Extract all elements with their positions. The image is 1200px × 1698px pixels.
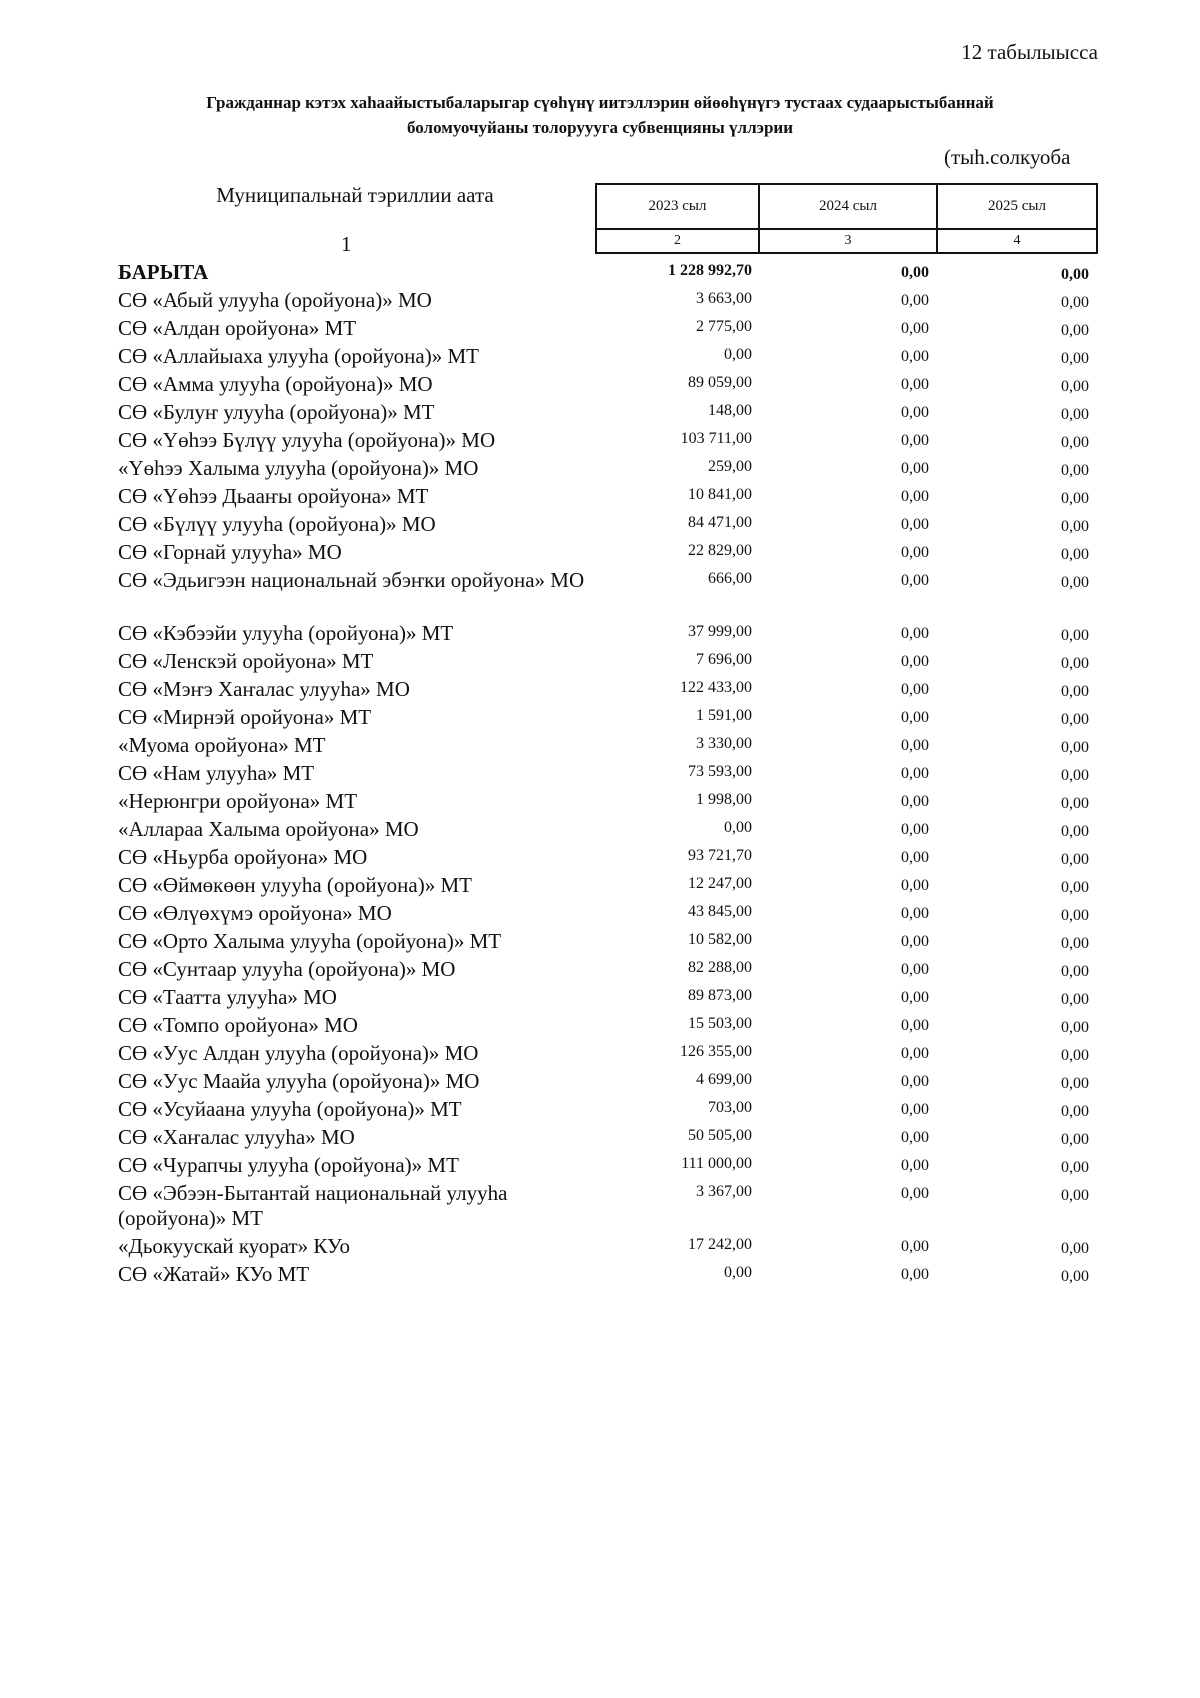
municipality-name: СӨ «Булуҥ улууһа (оройуона)» МТ [118,400,435,424]
value-2025: 0,00 [1061,795,1089,812]
value-2024: 0,00 [901,572,929,589]
municipality-name: СӨ «Ньурба оройуона» МО [118,845,368,869]
value-2025: 0,00 [1061,767,1089,784]
municipality-name: СӨ «Амма улууһа (оройуона)» МО [118,372,433,396]
value-2025: 0,00 [1061,963,1089,980]
table-row [0,677,1200,705]
value-2023: 4 699,00 [696,1071,752,1088]
municipality-name: СӨ «Бүлүү улууһа (оройуона)» МО [118,512,436,536]
title-line-1: Гражданнар кэтэх хаһаайыстыбаларыгар сүөһүнү иитэллэрин өйөөһүнүгэ тустаах судаарыстыбаннай [206,93,994,112]
municipality-name: СӨ «Мэҥэ Хаҥалас улууһа» МО [118,677,410,701]
value-2024: 0,00 [901,1101,929,1118]
table-row [0,1041,1200,1069]
table-row [0,873,1200,901]
municipality-name: СӨ «Ленскэй оройуона» МТ [118,649,374,673]
table-row [0,929,1200,957]
value-2025: 0,00 [1061,683,1089,700]
municipality-name: «Аллараа Халыма оройуона» МО [118,817,419,841]
value-2025: 0,00 [1061,1075,1089,1092]
value-2023: 1 591,00 [696,707,752,724]
value-2023: 15 503,00 [688,1015,752,1032]
value-2023: 148,00 [708,402,752,419]
value-2025: 0,00 [1061,378,1089,395]
municipality-name: СӨ «Сунтаар улууһа (оройуона)» МО [118,957,456,981]
municipality-name: СӨ «Уус Алдан улууһа (оройуона)» МО [118,1041,479,1065]
value-2025: 0,00 [1061,574,1089,591]
value-2023: 3 367,00 [696,1183,752,1200]
value-2025: 0,00 [1061,322,1089,339]
value-2023: 10 582,00 [688,931,752,948]
value-2023: 93 721,70 [688,847,752,864]
table-row [0,1181,1200,1234]
municipality-name: СӨ «Томпо оройуона» МО [118,1013,358,1037]
municipality-name: СӨ «Үөһээ Бүлүү улууһа (оройуона)» МО [118,428,496,452]
value-2025: 0,00 [1061,823,1089,840]
table-row [0,621,1200,649]
value-2023: 7 696,00 [696,651,752,668]
municipality-name: СӨ «Мирнэй оройуона» МТ [118,705,372,729]
title-line-2: боломуочуйаны толоруууга субвенцияны үллэрии [406,118,793,137]
value-2025: 0,00 [1061,1047,1089,1064]
value-2024: 0,00 [901,1238,929,1255]
value-2023: 111 000,00 [681,1155,752,1172]
municipality-name: «Дьокуускай куорат» КУо [118,1234,350,1258]
municipality-name: СӨ «Чурапчы улууһа (оройуона)» МТ [118,1153,459,1177]
municipality-name: СӨ «Нам улууһа» МТ [118,761,315,785]
value-2023: 0,00 [724,1264,752,1281]
total-2025: 0,00 [1061,266,1089,283]
value-2023: 3 330,00 [696,735,752,752]
table-body [0,260,1200,1290]
municipality-name: СӨ «Жатай» КУо МТ [118,1262,310,1286]
municipality-name: СӨ «Усуйаана улууһа (оройуона)» МТ [118,1097,462,1121]
value-2024: 0,00 [901,793,929,810]
municipality-name: СӨ «Өлүөхүмэ оройуона» МО [118,901,392,925]
value-2025: 0,00 [1061,350,1089,367]
table-row [0,733,1200,761]
table-row [0,957,1200,985]
value-2024: 0,00 [901,765,929,782]
value-2023: 50 505,00 [688,1127,752,1144]
municipality-name: «Үөһээ Халыма улууһа (оройуона)» МО [118,456,479,480]
value-2025: 0,00 [1061,1159,1089,1176]
value-2023: 22 829,00 [688,542,752,559]
municipality-name: СӨ «Өймөкөөн улууһа (оройуона)» МТ [118,873,472,897]
column-number-2: 2 [596,229,759,253]
value-2024: 0,00 [901,737,929,754]
table-row [0,649,1200,677]
value-2023: 0,00 [724,819,752,836]
value-2023: 1 998,00 [696,791,752,808]
table-row [0,288,1200,316]
table-row [0,400,1200,428]
value-2024: 0,00 [901,1129,929,1146]
value-2025: 0,00 [1061,546,1089,563]
value-2025: 0,00 [1061,462,1089,479]
value-2024: 0,00 [901,821,929,838]
value-2024: 0,00 [901,653,929,670]
value-2023: 3 663,00 [696,290,752,307]
value-2023: 2 775,00 [696,318,752,335]
value-2025: 0,00 [1061,518,1089,535]
value-2023: 12 247,00 [688,875,752,892]
table-row [0,344,1200,372]
table-row [0,1013,1200,1041]
value-2025: 0,00 [1061,1187,1089,1204]
municipality-name: СӨ «Аллайыаха улууһа (оройуона)» МТ [118,344,479,368]
municipality-name: СӨ «Эдьигээн национальнай эбэҥки оройуона» МО [118,568,585,592]
municipality-name: СӨ «Хаҥалас улууһа» МО [118,1125,355,1149]
municipality-name: СӨ «Таатта улууһа» МО [118,985,337,1009]
value-2023: 82 288,00 [688,959,752,976]
value-2024: 0,00 [901,404,929,421]
value-2024: 0,00 [901,348,929,365]
value-2024: 0,00 [901,1045,929,1062]
value-2024: 0,00 [901,625,929,642]
table-row [0,705,1200,733]
municipality-name: «Муома оройуона» МТ [118,733,326,757]
value-2025: 0,00 [1061,907,1089,924]
year-header-2025: 2025 сыл [937,184,1097,229]
table-row [0,761,1200,789]
value-2024: 0,00 [901,376,929,393]
value-2023: 17 242,00 [688,1236,752,1253]
value-2024: 0,00 [901,961,929,978]
total-label: БАРЫТА [118,260,209,284]
value-2025: 0,00 [1061,490,1089,507]
value-2024: 0,00 [901,516,929,533]
table-row [0,985,1200,1013]
value-2025: 0,00 [1061,406,1089,423]
value-2025: 0,00 [1061,1103,1089,1120]
table-row [0,789,1200,817]
table-row [0,316,1200,344]
value-2025: 0,00 [1061,879,1089,896]
value-2024: 0,00 [901,488,929,505]
value-2025: 0,00 [1061,434,1089,451]
table-row [0,540,1200,568]
value-2024: 0,00 [901,877,929,894]
value-2023: 103 711,00 [680,430,752,447]
value-2025: 0,00 [1061,851,1089,868]
total-row [0,260,1200,288]
appendix-label: 12 табылыысса [961,40,1098,64]
column-number-1: 1 [341,232,352,256]
value-2023: 703,00 [708,1099,752,1116]
year-header-table [595,183,1098,254]
value-2023: 666,00 [708,570,752,587]
table-row [0,428,1200,456]
table-row [0,372,1200,400]
value-2023: 122 433,00 [680,679,752,696]
total-2024: 0,00 [901,264,929,281]
value-2024: 0,00 [901,1185,929,1202]
column-number-3: 3 [759,229,937,253]
value-2023: 73 593,00 [688,763,752,780]
total-2023: 1 228 992,70 [668,262,752,279]
municipality-name: «Нерюнгри оройуона» МТ [118,789,358,813]
value-2025: 0,00 [1061,935,1089,952]
value-2024: 0,00 [901,849,929,866]
document-title [100,90,1100,140]
value-2025: 0,00 [1061,294,1089,311]
value-2023: 10 841,00 [688,486,752,503]
table-row [0,568,1200,621]
table-row [0,1125,1200,1153]
value-2024: 0,00 [901,1157,929,1174]
value-2025: 0,00 [1061,1268,1089,1285]
value-2024: 0,00 [901,905,929,922]
table-row [0,845,1200,873]
value-2024: 0,00 [901,544,929,561]
value-2025: 0,00 [1061,1131,1089,1148]
municipality-name: СӨ «Горнай улууһа» МО [118,540,342,564]
value-2024: 0,00 [901,1266,929,1283]
value-2024: 0,00 [901,320,929,337]
year-header-2024: 2024 сыл [759,184,937,229]
table-row [0,817,1200,845]
value-2024: 0,00 [901,432,929,449]
table-row [0,1234,1200,1262]
municipality-name: СӨ «Кэбээйи улууһа (оройуона)» МТ [118,621,454,645]
value-2023: 43 845,00 [688,903,752,920]
value-2025: 0,00 [1061,991,1089,1008]
table-row [0,1153,1200,1181]
municipality-name: СӨ «Эбээн-Бытантай национальнай улууһа (оройуона)» МТ [118,1181,508,1230]
municipality-name: СӨ «Уус Маайа улууһа (оройуона)» МО [118,1069,480,1093]
value-2025: 0,00 [1061,1240,1089,1257]
value-2023: 0,00 [724,346,752,363]
value-2024: 0,00 [901,989,929,1006]
value-2025: 0,00 [1061,1019,1089,1036]
value-2024: 0,00 [901,709,929,726]
value-2024: 0,00 [901,1073,929,1090]
municipality-name: СӨ «Орто Халыма улууһа (оройуона)» МТ [118,929,502,953]
value-2025: 0,00 [1061,711,1089,728]
value-2023: 84 471,00 [688,514,752,531]
value-2023: 37 999,00 [688,623,752,640]
table-row [0,1069,1200,1097]
value-2024: 0,00 [901,292,929,309]
municipality-name: СӨ «Үөһээ Дьааҥы оройуона» МТ [118,484,429,508]
municipality-name: СӨ «Алдан оройуона» МТ [118,316,357,340]
value-2024: 0,00 [901,681,929,698]
value-2023: 89 059,00 [688,374,752,391]
value-2025: 0,00 [1061,627,1089,644]
year-header-2023: 2023 сыл [596,184,759,229]
value-2025: 0,00 [1061,739,1089,756]
column-number-4: 4 [937,229,1097,253]
table-row [0,1262,1200,1290]
table-row [0,901,1200,929]
value-2025: 0,00 [1061,655,1089,672]
municipality-name: СӨ «Абый улууһа (оройуона)» МО [118,288,432,312]
name-column-header: Муниципальнай тэриллии аата [216,183,494,207]
value-2024: 0,00 [901,933,929,950]
table-row [0,512,1200,540]
table-row [0,484,1200,512]
units-note: (тыһ.солкуоба [944,145,1071,169]
table-row [0,1097,1200,1125]
value-2023: 259,00 [708,458,752,475]
value-2023: 89 873,00 [688,987,752,1004]
value-2023: 126 355,00 [680,1043,752,1060]
table-row [0,456,1200,484]
value-2024: 0,00 [901,1017,929,1034]
value-2024: 0,00 [901,460,929,477]
